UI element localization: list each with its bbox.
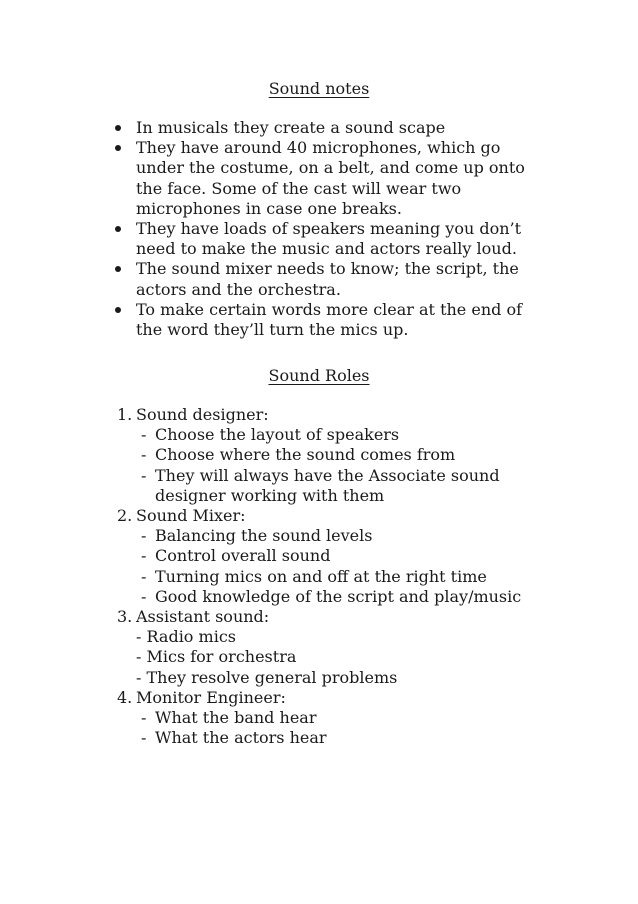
duty-item (136, 445, 557, 465)
bullet-dot-icon (115, 145, 121, 151)
role-number: 2. (117, 506, 133, 526)
role-item (117, 506, 557, 607)
duty-item (136, 587, 557, 607)
dash-marker: - (141, 526, 147, 546)
duty-text: What the band hear (155, 708, 317, 728)
bullet-text: To make certain words more clear at the end of the word they’ll turn the mics up. (136, 299, 523, 340)
duty-item (136, 466, 557, 506)
dash-marker: - (141, 465, 147, 485)
duty-text: Control overall sound (155, 546, 331, 566)
role-number: 4. (117, 687, 133, 707)
role-item (117, 405, 557, 506)
role-name: Assistant sound: (136, 607, 270, 627)
dash-marker: - (141, 566, 147, 586)
bullet-text: They have loads of speakers meaning you don’t need to make the music and actors really loud. (136, 219, 522, 259)
role-item (117, 607, 557, 688)
bullet-item (113, 300, 553, 340)
dash-marker: - (141, 546, 147, 566)
sound-roles-heading: Sound Roles (268, 366, 370, 385)
duty-text: Turning mics on and off at the right time (155, 566, 487, 586)
duty-item (136, 708, 557, 728)
duty-item (136, 728, 557, 748)
duty-item (136, 425, 557, 445)
duty-item: - Radio mics (136, 627, 236, 647)
role-item (117, 688, 557, 749)
dash-marker: - (141, 728, 147, 748)
role-name: Sound Mixer: (136, 506, 246, 526)
dash-marker: - (141, 586, 147, 606)
dash-marker: - (141, 445, 147, 465)
role-duties (136, 627, 557, 688)
duty-text: Good knowledge of the script and play/music (155, 586, 522, 606)
duty-item: - They resolve general problems (136, 667, 398, 687)
role-name: Monitor Engineer: (136, 687, 286, 707)
bullet-dot-icon (115, 125, 121, 131)
role-number: 1. (117, 405, 133, 424)
role-duties (136, 526, 557, 607)
duty-text: Balancing the sound levels (155, 526, 373, 546)
sound-notes-list (113, 118, 553, 340)
bullet-item (113, 138, 553, 219)
sound-notes-heading: Sound notes (268, 79, 370, 98)
bullet-text: In musicals they create a sound scape (136, 118, 446, 137)
role-duties (136, 425, 557, 506)
dash-marker: - (141, 425, 147, 445)
duty-item (136, 567, 557, 587)
bullet-dot-icon (115, 307, 121, 313)
sound-roles-list (117, 405, 557, 748)
role-number: 3. (117, 607, 133, 627)
dash-marker: - (141, 708, 147, 728)
role-duties (136, 708, 557, 748)
duty-item: - Mics for orchestra (136, 647, 297, 667)
bullet-item (113, 259, 553, 299)
duty-text: Choose where the sound comes from (155, 445, 456, 465)
duty-text: Choose the layout of speakers (155, 425, 400, 445)
bullet-text: They have around 40 microphones, which go under the costume, on a belt, and come up onto the face. Some of the cast will wear two microphones in case one breaks. (136, 138, 525, 218)
bullet-dot-icon (115, 226, 121, 232)
bullet-dot-icon (115, 266, 121, 272)
duty-text: What the actors hear (155, 728, 327, 748)
bullet-text: The sound mixer needs to know; the script, the actors and the orchestra. (136, 259, 519, 299)
duty-item (136, 526, 557, 546)
role-name: Sound designer: (136, 405, 269, 424)
duty-text: They will always have the Associate sound designer working with them (155, 465, 500, 505)
bullet-item (113, 219, 553, 259)
duty-item (136, 546, 557, 566)
bullet-item (113, 118, 553, 138)
